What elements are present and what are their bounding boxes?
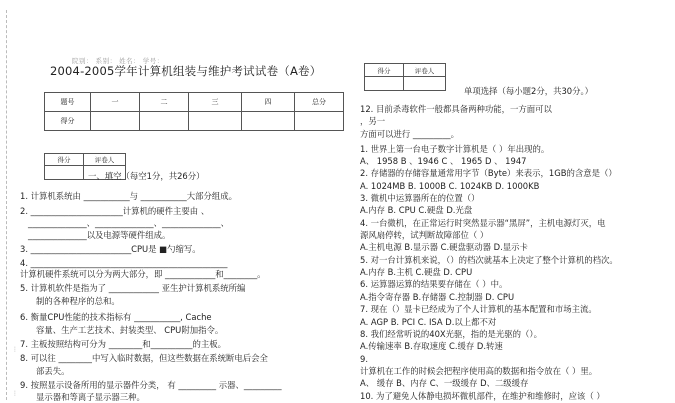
choice-line: 5. 对一台计算机来说，（）的档次就基本上决定了整个计算机的档次。 bbox=[360, 254, 618, 265]
binding-mark: ⋮ bbox=[12, 390, 18, 397]
choice-line: A. 1024MB B. 1000B C. 1024KB D. 1000KB bbox=[360, 180, 540, 191]
grader-label: 评卷人 bbox=[84, 154, 126, 166]
right-column bbox=[360, 104, 672, 403]
choice-line: 源风扇停转，试判断故障部位（ ） bbox=[360, 230, 489, 241]
question-4-cont: 计算机硬件系统可以分为两大部分，即 ____________和________。 bbox=[20, 269, 266, 279]
score-table bbox=[44, 92, 344, 131]
score-cell bbox=[242, 112, 295, 131]
score-header-cell: 三 bbox=[189, 93, 242, 112]
question-2: 2. ______________________计算机的硬件主要由 、 bbox=[20, 206, 210, 216]
score-header-cell: 四 bbox=[242, 93, 295, 112]
choice-line: ，另一 bbox=[360, 116, 386, 127]
binding-line bbox=[6, 10, 7, 400]
choice-line: A.内存 B. CPU C.硬盘 D.光盘 bbox=[360, 205, 473, 216]
grader-cell bbox=[45, 166, 84, 180]
question-5-cont: 制的各种程序的总和。 bbox=[36, 296, 120, 306]
choice-line: 8. 我们经常听说的40X光驱，指的是光驱的（）。 bbox=[360, 328, 542, 339]
score-cell bbox=[140, 112, 189, 131]
section-title-fill: 一、填空（每空1分，共26分） bbox=[88, 171, 205, 181]
choice-line: 10. 为了避免人体静电损坏微机部件，在维护和维修时，应该（ ） bbox=[360, 390, 605, 401]
score-row-label: 得分 bbox=[45, 112, 91, 131]
grader-cell bbox=[365, 77, 404, 91]
score-cell bbox=[91, 112, 140, 131]
choice-line: A.内存 B.主机 C.硬盘 D. CPU bbox=[360, 267, 473, 278]
score-header-cell: 二 bbox=[140, 93, 189, 112]
choice-line: 4. 一台微机，在正常运行时突然显示器“黑屏”，主机电源灯灭，电 bbox=[360, 217, 606, 228]
choice-line: 6. 运算器运算的结果要存储在（ ）中。 bbox=[360, 279, 508, 290]
choice-line: A、 1958 B 、1946 C 、 1965 D 、 1947 bbox=[360, 156, 527, 167]
choice-line: A.传输速率 B.存取速度 C.缓存 D.转速 bbox=[360, 341, 503, 352]
grader-score-label: 得分 bbox=[365, 64, 404, 77]
score-cell bbox=[189, 112, 242, 131]
question-2-cont: ______________以及电源等硬件组成。 bbox=[28, 230, 171, 240]
choice-line: A.指令寄存器 B.存储器 C.控制器 D. CPU bbox=[360, 291, 515, 302]
choice-line: A. AGP B. PCI C. ISA D.以上都不对 bbox=[360, 316, 497, 327]
question-1: 1. 计算机系统由 ___________与 ___________大部分组成。 bbox=[20, 191, 237, 201]
choice-line: 3. 微机中运算器所在的位置（） bbox=[360, 193, 480, 204]
grader-score-label: 得分 bbox=[45, 154, 84, 166]
choice-line: 9. bbox=[360, 353, 368, 364]
choice-line: 12. 目前杀毒软件一般都具备两种功能，一方面可以 bbox=[360, 104, 552, 114]
choice-line: 1. 世界上第一台电子数字计算机是（ ）年出现的。 bbox=[360, 143, 550, 154]
question-2-cont: ______________、______________、______________、 bbox=[28, 218, 229, 228]
score-header-cell: 题号 bbox=[45, 93, 91, 112]
question-8: 8. 可以往 ________中写入临时数据，但这些数据在系统断电后会全 bbox=[20, 353, 268, 363]
page-title: 2004-2005学年计算机组装与维护考试试卷（A卷） bbox=[50, 64, 322, 78]
choice-line: 方面可以进行 _________。 bbox=[360, 128, 459, 139]
score-header-cell: 总分 bbox=[295, 93, 344, 112]
grader-label: 评卷人 bbox=[404, 64, 446, 77]
question-7: 7. 主板按照结构可分为 ________和__________的主板。 bbox=[20, 339, 226, 349]
binding-mark: ⋮ bbox=[12, 346, 18, 353]
question-6: 6. 衡量CPU性能的技术指标有 ___________, Cache bbox=[20, 312, 212, 322]
choice-line: 7. 现在（）显卡已经成为了个人计算机的基本配置和市场主流。 bbox=[360, 304, 597, 315]
grader-table-right bbox=[364, 63, 446, 91]
question-9-cont: 显示器和等离子显示器三种。 bbox=[36, 392, 145, 402]
score-cell bbox=[295, 112, 344, 131]
question-3: 3. ________________________CPU是 ■勺缩写。 bbox=[20, 244, 201, 254]
score-header-cell: 一 bbox=[91, 93, 140, 112]
grader-cell bbox=[404, 77, 446, 91]
question-5: 5. 计算机软件是指为了 ____________ 亚生护计算机系统所编 bbox=[20, 283, 246, 293]
choice-line: 2. 存储器的存储容量通常用字节（Byte）来表示，1GB的含意是（） bbox=[360, 168, 617, 179]
question-8-cont: 部丢失。 bbox=[36, 366, 70, 376]
choice-line: 计算机在工作的时候会把程序使用高的数据和指令放在（ ）里。 bbox=[360, 365, 598, 376]
ghost-header: 院别： 系别： 姓名： 学号： bbox=[72, 57, 164, 65]
choice-line: A、 缓存 B、内存 C、一级缓存 D、二级缓存 bbox=[360, 378, 529, 389]
section-title-choice: 单项选择（每小题2分，共30分。） bbox=[464, 86, 594, 96]
choice-line: A.主机电源 B.显示器 C.硬盘驱动器 D.显示卡 bbox=[360, 242, 528, 253]
question-4: 4. _______________________________________________ bbox=[20, 258, 228, 268]
question-6-cont: 容量、生产工艺技术、封装类型、 CPU附加指令。 bbox=[36, 325, 224, 335]
question-9: 9. 按照显示设备所用的显示器件分类， 有 _________ 示器、_________ bbox=[20, 380, 282, 390]
